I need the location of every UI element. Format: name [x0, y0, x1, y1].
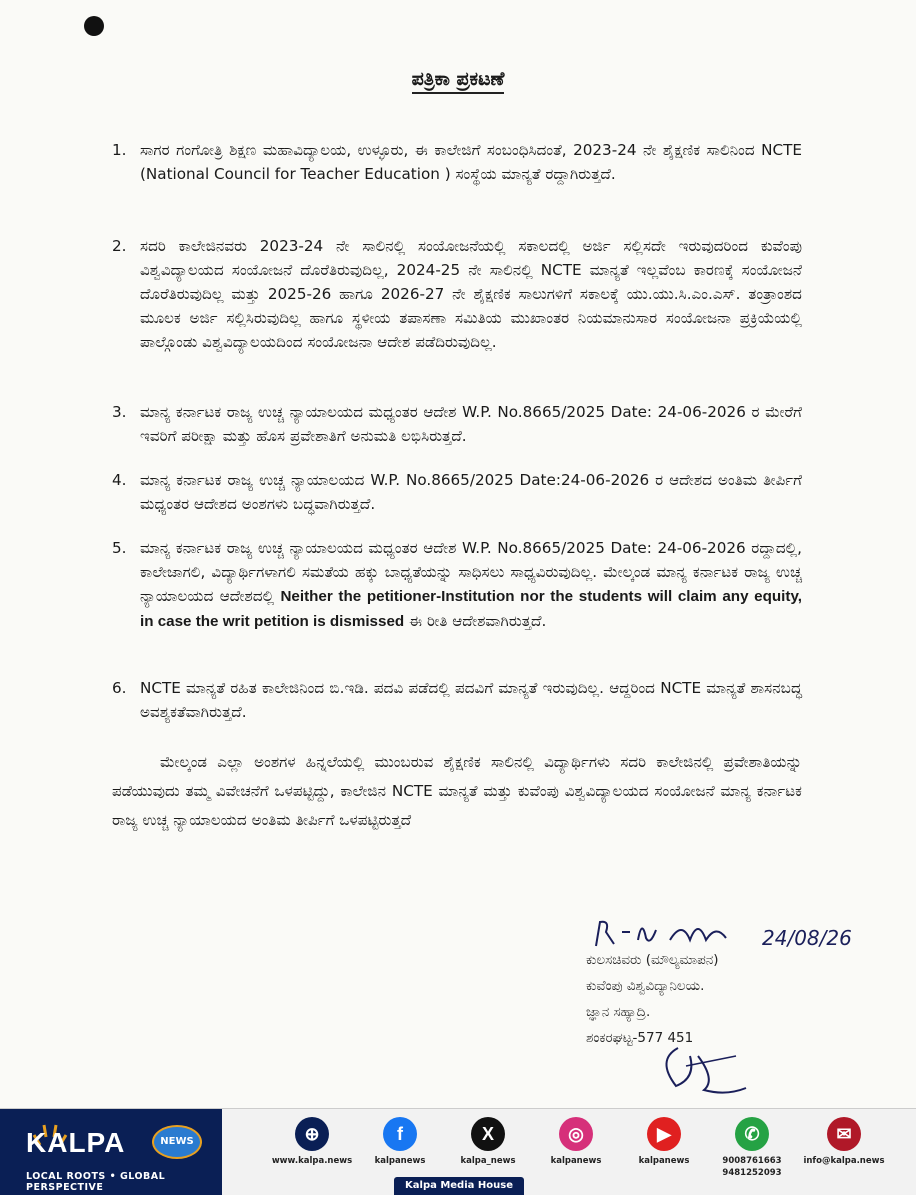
x-icon: X	[471, 1117, 505, 1151]
social-label: info@kalpa.news	[803, 1156, 885, 1166]
social-label: kalpanews	[374, 1156, 426, 1166]
item-number: 2.	[112, 237, 127, 255]
list-item	[112, 468, 802, 516]
globe-icon: ⊕	[295, 1117, 329, 1151]
punch-hole	[84, 16, 104, 36]
list-item	[112, 676, 802, 724]
social-label: kalpanews	[550, 1156, 602, 1166]
mail-icon: ✉	[827, 1117, 861, 1151]
brand-tagline: LOCAL ROOTS • GLOBAL PERSPECTIVE	[26, 1171, 166, 1193]
list-item	[112, 400, 802, 448]
item-text: ಮಾನ್ಯ ಕರ್ನಾಟಕ ರಾಜ್ಯ ಉಚ್ಚ ನ್ಯಾಯಾಲಯದ ಮಧ್ಯಂತರ ಆದೇಶ W.P. No.8665/2025 Date: 24-06-2026 ರ ಮೇರೆಗೆ ಇವರಿಗೆ ಪರೀಕ್ಷಾ ಮತ್ತು ಹೊಸ ಪ್ರವೇಶಾತಿಗೆ ಅನುಮತಿ ಲಭಿಸಿರುತ್ತದೆ.	[140, 403, 802, 445]
social-instagram[interactable]	[532, 1109, 620, 1195]
social-email[interactable]	[796, 1109, 892, 1195]
title-text: ಪತ್ರಿಕಾ ಪ್ರಕಟಣೆ	[412, 68, 505, 94]
page-title	[0, 68, 916, 90]
social-website[interactable]	[268, 1109, 356, 1195]
facebook-icon: f	[383, 1117, 417, 1151]
item-text: NCTE ಮಾನ್ಯತೆ ರಹಿತ ಕಾಲೇಜಿನಿಂದ ಬಿ.ಇಡಿ. ಪದವಿ ಪಡೆದಲ್ಲಿ ಪದವಿಗೆ ಮಾನ್ಯತೆ ಇರುವುದಿಲ್ಲ. ಆದ್ದರಿಂದ NCTE ಮಾನ್ಯತೆ ಶಾಸನಬದ್ಧ ಅವಶ್ಯಕತೆವಾಗಿರುತ್ತದೆ.	[140, 679, 802, 721]
item-text: ಸದರಿ ಕಾಲೇಜಿನವರು 2023-24 ನೇ ಸಾಲಿನಲ್ಲಿ ಸಂಯೋಜನೆಯಲ್ಲಿ ಸಕಾಲದಲ್ಲಿ ಅರ್ಜಿ ಸಲ್ಲಿಸದೇ ಇರುವುದರಿಂದ ಕುವೆಂಪು ವಿಶ್ವವಿದ್ಯಾಲಯದ ಸಂಯೋಜನೆ ದೊರೆತಿರುವುದಿಲ್ಲ, 2024-25 ನೇ ಸಾಲಿನಲ್ಲಿ NCTE ಮಾನ್ಯತೆ ಇಲ್ಲವೆಂಬ ಕಾರಣಕ್ಕೆ ಸಂಯೋಜನೆ ದೊರೆತಿರುವುದಿಲ್ಲ ಮತ್ತು 2025-26 ಹಾಗೂ 2026-27 ನೇ ಶೈಕ್ಷಣಿಕ ಸಾಲುಗಳಿಗೆ ಸಕಾಲಕ್ಕೆ ಯು.ಯು.ಸಿ.ಎಂ.ಎಸ್. ತಂತ್ರಾಂಶದ ಮೂಲಕ ಅರ್ಜಿ ಸಲ್ಲಿಸಿರುವುದಿಲ್ಲ ಹಾಗೂ ಸ್ಥಳೀಯ ತಪಾಸಣಾ ಸಮಿತಿಯ ಮುಖಾಂತರ ನಿಯಮಾನುಸಾರ ಸಂಯೋಜನಾ ಪ್ರಕ್ರಿಯೆಯಲ್ಲಿ ಪಾಲ್ಗೊಂಡು ವಿಶ್ವವಿದ್ಯಾಲಯದಿಂದ ಸಂಯೋಜನಾ ಆದೇಶ ಪಡೆದಿರುವುದಿಲ್ಲ.	[140, 237, 802, 351]
youtube-icon: ▶	[647, 1117, 681, 1151]
item-text-part: ಈ ರೀತಿ ಆದೇಶವಾಗಿರುತ್ತದೆ.	[404, 612, 547, 630]
media-house-label: Kalpa Media House	[394, 1177, 524, 1195]
handwritten-date: 24/08/26	[762, 926, 852, 950]
social-whatsapp[interactable]	[708, 1109, 796, 1195]
signatory-title: ಕುಲಸಚಿವರು (ಮೌಲ್ಯಮಾಪನ)	[586, 952, 719, 968]
item-number: 3.	[112, 403, 127, 421]
social-label: www.kalpa.news	[271, 1156, 353, 1166]
item-number: 6.	[112, 679, 127, 697]
brand-logo	[0, 1109, 222, 1195]
social-label: kalpa_news	[460, 1156, 516, 1166]
signatory-institution: ಕುವೆಂಪು ವಿಶ್ವವಿದ್ಯಾನಿಲಯ.	[586, 978, 705, 994]
list-item	[112, 234, 802, 354]
whatsapp-icon: ✆	[735, 1117, 769, 1151]
court-quote: Neither the petitioner-Institution nor the students will claim any equity, in case the writ petition is dismissed	[140, 588, 802, 630]
item-number: 1.	[112, 141, 127, 159]
signatory-address: ಶಂಕರಘಟ್ಟ-577 451	[586, 1030, 694, 1046]
signatory-campus: ಜ್ಞಾನ ಸಹ್ಯಾದ್ರಿ.	[586, 1004, 651, 1020]
item-number: 5.	[112, 539, 127, 557]
brand-badge: NEWS	[152, 1125, 202, 1159]
brand-name: KALPA	[26, 1127, 126, 1158]
instagram-icon: ◎	[559, 1117, 593, 1151]
item-text-part: ಮಾನ್ಯ ಕರ್ನಾಟಕ ರಾಜ್ಯ ಉಚ್ಚ ನ್ಯಾಯಾಲಯದ ಮಧ್ಯಂತರ ಆದೇಶ W.P. No.8665/2025 Date: 24-06-2026 ರದ್ದಾದಲ್ಲಿ, ಕಾಲೇಜಾಗಲಿ, ವಿದ್ಯಾರ್ಥಿಗಳಾಗಲಿ ಸಮತೆಯ ಹಕ್ಕು ಬಾಧ್ಯತೆಯನ್ನು ಸಾಧಿಸಲು ಸಾಧ್ಯವಿರುವುದಿಲ್ಲ. ಮೇಲ್ಕಂಡ ಮಾನ್ಯ ಕರ್ನಾಟಕ ರಾಜ್ಯ ಉಚ್ಚ ನ್ಯಾಯಾಲಯದ ಆದೇಶದಲ್ಲಿ	[140, 539, 802, 605]
list-item	[112, 138, 802, 186]
closing-paragraph: ಮೇಲ್ಕಂಡ ಎಲ್ಲಾ ಅಂಶಗಳ ಹಿನ್ನಲೆಯಲ್ಲಿ ಮುಂಬರುವ ಶೈಕ್ಷಣಿಕ ಸಾಲಿನಲ್ಲಿ ವಿದ್ಯಾರ್ಥಿಗಳು ಸದರಿ ಕಾಲೇಜಿನಲ್ಲಿ ಪ್ರವೇಶಾತಿಯನ್ನು ಪಡೆಯುವುದು ತಮ್ಮ ವಿವೇಚನೆಗೆ ಒಳಪಟ್ಟಿದ್ದು, ಕಾಲೇಜಿನ NCTE ಮಾನ್ಯತೆ ಮತ್ತು ಕುವೆಂಪು ವಿಶ್ವವಿದ್ಯಾಲಯದ ಸಂಯೋಜನೆ ಮಾನ್ಯ ಕರ್ನಾಟಕ ರಾಜ್ಯ ಉಚ್ಚ ನ್ಯಾಯಾಲಯದ ಅಂತಿಮ ತೀರ್ಪಿಗೆ ಒಳಪಟ್ಟಿರುತ್ತದೆ	[112, 753, 802, 829]
list-item	[112, 536, 802, 634]
social-label: kalpanews	[638, 1156, 690, 1166]
item-number: 4.	[112, 471, 127, 489]
item-text: ಮಾನ್ಯ ಕರ್ನಾಟಕ ರಾಜ್ಯ ಉಚ್ಚ ನ್ಯಾಯಾಲಯದ W.P. No.8665/2025 Date:24-06-2026 ರ ಆದೇಶದ ಅಂತಿಮ ತೀರ್ಪಿಗೆ ಮಧ್ಯಂತರ ಆದೇಶದ ಅಂಶಗಳು ಬದ್ಧವಾಗಿರುತ್ತದೆ.	[140, 471, 802, 513]
footer-banner	[0, 1108, 916, 1195]
signature-block	[586, 910, 886, 1110]
item-text	[140, 536, 802, 634]
social-youtube[interactable]	[620, 1109, 708, 1195]
item-text: ಸಾಗರ ಗಂಗೋತ್ರಿ ಶಿಕ್ಷಣ ಮಹಾವಿದ್ಯಾಲಯ, ಉಳ್ಳೂರು, ಈ ಕಾಲೇಜಿಗೆ ಸಂಬಂಧಿಸಿದಂತೆ, 2023-24 ನೇ ಶೈಕ್ಷಣಿಕ ಸಾಲಿನಿಂದ NCTE (National Council for Teacher Education ) ಸಂಸ್ಥೆಯ ಮಾನ್ಯತೆ ರದ್ದಾಗಿರುತ್ತದೆ.	[140, 141, 802, 183]
social-label: 9008761663 9481252093	[722, 1156, 782, 1178]
